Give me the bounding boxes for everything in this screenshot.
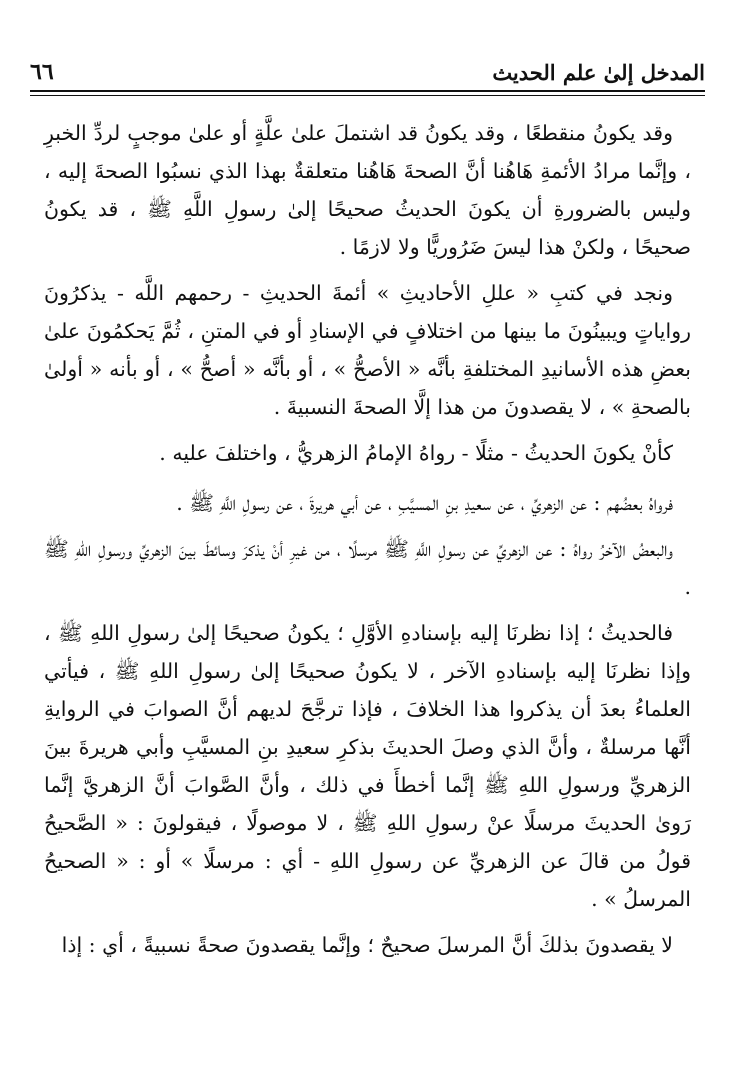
- paragraph-1: وقد يكونُ منقطعًا ، وقد يكونُ قد اشتملَ علىٰ علَّةٍ أو علىٰ موجبٍ لردِّ الخبرِ ، وإنَّما مرادُ الأئمةِ هَاهُنا أنَّ الصحةَ هَاهُنا متعلقةٌ بهذا الذي نسبُوا الصحةَ إليه ، وليس بالضرورةِ أن يكونَ الحديثُ صحيحًا إلىٰ رسولِ اللَّهِ ﷺ ، قد يكونُ صحيحًا ، ولكنْ هذا ليسَ ضَرُوريًّا ولا لازمًا .: [44, 121, 691, 259]
- page-header: [30, 54, 705, 92]
- paragraph-3: كأنْ يكونَ الحديثُ - مثلًا - رواهُ الإمامُ الزهريُّ ، واختلفَ عليه .: [159, 441, 673, 465]
- page-number: ٦٦: [30, 59, 54, 85]
- paragraph-5: والبعضُ الآخرُ رواهُ : عن الزهريِّ عن رسولِ اللَّهِ ﷺ مرسلًا ، من غيرِ أنْ يذكرَ وسائطَ بينَ الزهريِّ ورسولِ اللهِ ﷺ .: [44, 537, 691, 599]
- paragraph-4: فرواهُ بعضُهم : عن الزهريِّ ، عن سعيدِ بنِ المسيَّبِ ، عن أبي هريرةَ ، عن رسولِ اللَّهِ ﷺ .: [176, 491, 673, 515]
- paragraph-7: لا يقصدونَ بذلكَ أنَّ المرسلَ صحيحٌ ؛ وإنَّما يقصدونَ صحةً نسبيةً ، أي : إذا: [61, 933, 673, 957]
- running-title: المدخل إلىٰ علم الحديث: [492, 59, 705, 85]
- page-body: [44, 114, 691, 972]
- paragraph-6: فالحديثُ ؛ إذا نظرنَا إليه بإسنادهِ الأوَّلِ ؛ يكونُ صحيحًا إلىٰ رسولِ اللهِ ﷺ ، وإذا نظرنَا إليه بإسنادهِ الآخر ، لا يكونُ صحيحًا إلىٰ رسولِ اللهِ ﷺ ، فيأتي العلماءُ بعدَ أن يذكروا هذا الخلافَ ، فإذا ترجَّحَ لديهم أنَّ الصوابَ في الروايةِ أنَّها مرسلةٌ ، وأنَّ الذي وصلَ الحديثَ بذكرِ سعيدِ بنِ المسيَّبِ وأبي هريرةَ بينَ الزهريِّ ورسولِ اللهِ ﷺ إنَّما أخطأَ في ذلك ، وأنَّ الصَّوابَ أنَّ الزهريَّ إنَّما رَوىٰ الحديثَ مرسلًا عنْ رسولِ اللهِ ﷺ ، لا موصولًا ، فيقولونَ : « الصَّحيحُ قولُ من قالَ عن الزهريِّ عن رسولِ اللهِ - أي : مرسلًا » أو : « الصحيحُ المرسلُ » .: [44, 621, 691, 911]
- paragraph-2: ونجد في كتبِ « عللِ الأحاديثِ » أئمةَ الحديثِ - رحمهم اللَّه - يذكرُونَ رواياتٍ ويبينُونَ ما بينها من اختلافٍ في الإسنادِ أو في المتنِ ، ثُمَّ يَحكمُونَ علىٰ بعضِ هذه الأسانيدِ المختلفةِ بأنَّه « الأصحُّ » ، أو بأنَّه « أصحُّ » ، أو بأنه « أولىٰ بالصحةِ » ، لا يقصدونَ من هذا إلَّا الصحةَ النسبيةَ .: [44, 281, 691, 419]
